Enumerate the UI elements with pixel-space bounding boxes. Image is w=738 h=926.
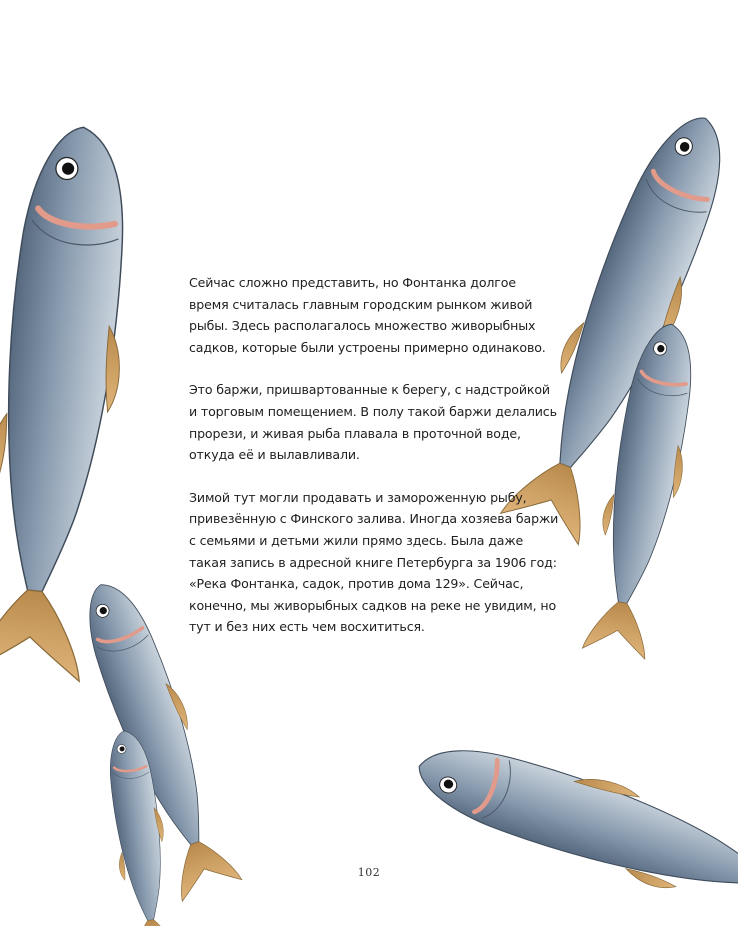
- paragraph-3: Зимой тут могли продавать и замороженную рыбу, привезённую с Финского залива. Иногда хозяева баржи с семьями и детьми жили прямо здесь. Была даже такая запись в адресной книге Петербурга за 1906 год: «Река Фонтанка, садок, против дома 129». Сейчас, конечно, мы живорыбных садков на реке не увидим, но тут и без них есть чем восхититься.: [189, 489, 559, 635]
- article-text: [189, 272, 559, 659]
- paragraph-1: Сейчас сложно представить, но Фонтанка долгое время считалась главным городским рынком живой рыбы. Здесь располагалось множество живорыбных садков, которые были устроены примерно одинаково.: [189, 275, 546, 355]
- paragraph-2: Это баржи, пришвартованные к берегу, с надстройкой и торговым помещением. В полу такой баржи делались прорези, и живая рыба плавала в проточной воде, откуда её и вылавливали.: [189, 382, 557, 463]
- fish-bottom-right: [406, 724, 738, 926]
- page-number: 102: [357, 866, 381, 879]
